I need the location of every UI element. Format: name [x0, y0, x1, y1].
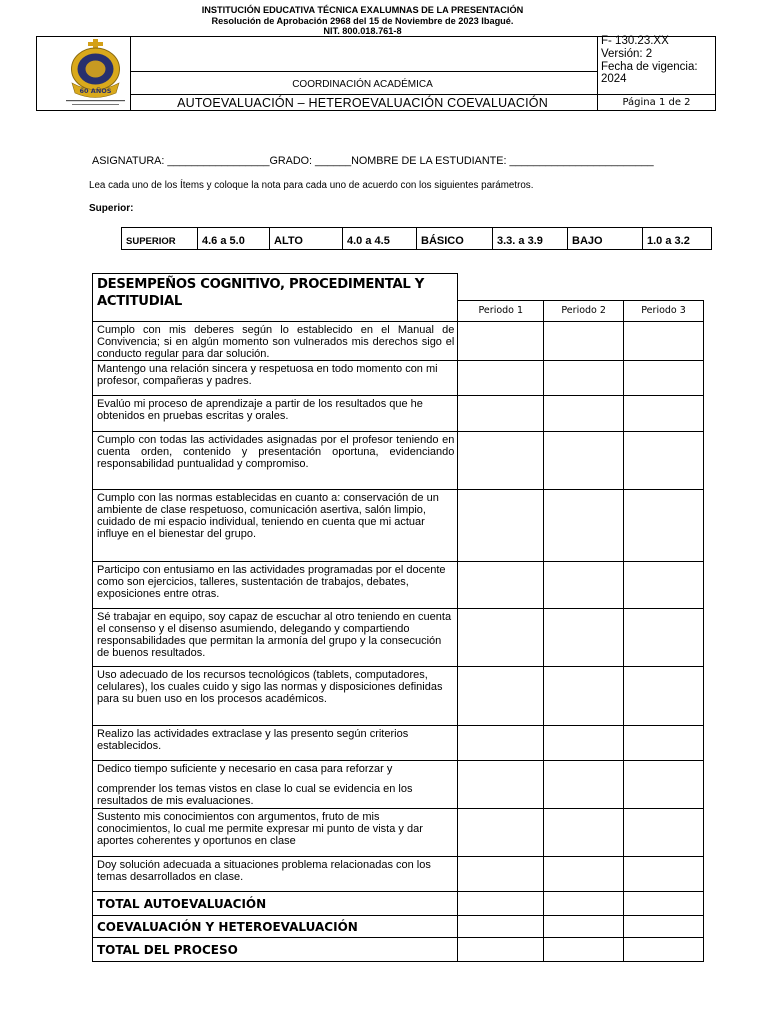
item-text: Cumplo con mis deberes según lo establecido en el Manual de Convivencia; si en algún momento son vulnerados mis derechos sigo el conducto regular para dar solución.: [93, 322, 458, 361]
total-row: [93, 938, 704, 962]
total-row: [93, 892, 704, 916]
scale-range-basico: 3.3. a 3.9: [493, 228, 568, 250]
table-row: [93, 490, 704, 562]
scale-level-superior: SUPERIOR: [122, 228, 198, 250]
table-row: [93, 857, 704, 892]
grade-cell[interactable]: [544, 667, 624, 726]
grade-cell[interactable]: [544, 609, 624, 667]
period-2-header: Periodo 2: [544, 301, 624, 322]
grade-cell[interactable]: [458, 562, 544, 609]
grade-cell[interactable]: [544, 892, 624, 916]
scale-level-alto: ALTO: [270, 228, 343, 250]
period-1-header: Periodo 1: [458, 301, 544, 322]
grade-cell[interactable]: [458, 667, 544, 726]
grade-cell[interactable]: [458, 892, 544, 916]
item-text: Evalúo mi proceso de aprendizaje a partir de los resultados que he obtenidos en pruebas escritas y orales.: [93, 396, 458, 432]
item-text: Sustento mis conocimientos con argumentos, fruto de mis conocimientos, lo cual me permite expresar mi punto de vista y dar aportes coherentes y oportunos en clase: [93, 809, 458, 857]
grade-cell[interactable]: [624, 857, 704, 892]
grade-cell[interactable]: [624, 432, 704, 490]
logo-lettering: 60 AÑOS: [79, 87, 112, 95]
item-text: Realizo las actividades extraclase y las presento según criterios establecidos.: [93, 726, 458, 761]
institution-block: [130, 5, 595, 37]
grade-cell[interactable]: [458, 761, 544, 809]
grade-cell[interactable]: [544, 322, 624, 361]
grade-cell[interactable]: [624, 361, 704, 396]
table-row: [93, 361, 704, 396]
superior-label: Superior:: [89, 203, 134, 214]
item-text: Cumplo con todas las actividades asignadas por el profesor teniendo en cuenta orden, contenido y presentación oportuna, evidenciando responsabilidad puntualidad y compromiso.: [93, 432, 458, 490]
total-proceso-label: TOTAL DEL PROCESO: [93, 938, 458, 962]
grade-cell[interactable]: [458, 361, 544, 396]
school-logo: [58, 38, 134, 110]
grade-cell[interactable]: [624, 916, 704, 938]
table-row: [93, 667, 704, 726]
grade-cell[interactable]: [624, 562, 704, 609]
scale-range-bajo: 1.0 a 3.2: [643, 228, 712, 250]
item-text: Doy solución adecuada a situaciones problema relacionadas con los temas desarrollados en clase.: [93, 857, 458, 892]
evaluation-table: [92, 273, 704, 962]
grade-cell[interactable]: [544, 857, 624, 892]
scale-level-basico: BÁSICO: [417, 228, 493, 250]
grade-cell[interactable]: [544, 726, 624, 761]
validity-label: Fecha de vigencia:: [601, 60, 698, 73]
document-version: Versión: 2: [601, 47, 653, 60]
grade-cell[interactable]: [544, 432, 624, 490]
grade-cell[interactable]: [458, 726, 544, 761]
grade-cell[interactable]: [624, 322, 704, 361]
grade-cell[interactable]: [544, 562, 624, 609]
nit-text: NIT. 800.018.761-8: [323, 26, 402, 37]
item-text: Participo con entusiamo en las actividades programadas por el docente como son ejercicios, talleres, sustentación de trabajos, debates, exposiciones entre otras.: [93, 562, 458, 609]
grade-cell[interactable]: [624, 490, 704, 562]
grade-cell[interactable]: [624, 609, 704, 667]
coevaluacion-label: COEVALUACIÓN Y HETEROEVALUACIÓN: [93, 916, 458, 938]
grade-cell[interactable]: [458, 809, 544, 857]
grade-cell[interactable]: [624, 396, 704, 432]
table-row: [93, 562, 704, 609]
scale-level-bajo: BAJO: [568, 228, 643, 250]
grading-scale-table: [121, 227, 712, 250]
grade-cell[interactable]: [624, 892, 704, 916]
total-autoevaluacion-label: TOTAL AUTOEVALUACIÓN: [93, 892, 458, 916]
grade-cell[interactable]: [544, 761, 624, 809]
table-row: [93, 761, 704, 809]
grade-cell[interactable]: [544, 490, 624, 562]
table-row: [93, 432, 704, 490]
total-row: [93, 916, 704, 938]
grade-cell[interactable]: [544, 361, 624, 396]
table-row: [93, 809, 704, 857]
grade-cell[interactable]: [544, 916, 624, 938]
item-text: Mantengo una relación sincera y respetuosa en todo momento con mi profesor, compañeras y padres.: [93, 361, 458, 396]
item-text-line-1: Dedico tiempo suficiente y necesario en casa para reforzar y: [97, 763, 393, 775]
grade-cell[interactable]: [458, 432, 544, 490]
scale-range-superior: 4.6 a 5.0: [198, 228, 270, 250]
grade-cell[interactable]: [544, 938, 624, 962]
grade-cell[interactable]: [624, 761, 704, 809]
instructions-text: Lea cada uno de los Ítems y coloque la nota para cada uno de acuerdo con los siguientes parámetros.: [89, 180, 534, 191]
table-row: [93, 609, 704, 667]
coordination-text: COORDINACIÓN ACADÉMICA: [292, 79, 433, 90]
grade-cell[interactable]: [624, 809, 704, 857]
grade-cell[interactable]: [458, 857, 544, 892]
grade-cell[interactable]: [544, 396, 624, 432]
grade-cell[interactable]: [458, 609, 544, 667]
grade-cell[interactable]: [458, 396, 544, 432]
table-row: [93, 322, 704, 361]
grade-cell[interactable]: [458, 916, 544, 938]
document-title: AUTOEVALUACIÓN – HETEROEVALUACIÓN COEVALUACIÓN: [177, 96, 548, 110]
period-3-header: Periodo 3: [624, 301, 704, 322]
grade-cell[interactable]: [544, 809, 624, 857]
item-text: Uso adecuado de los recursos tecnológicos (tablets, computadores, celulares), los cuales cuido y sigo las normas y disposiciones definidas para su buen uso en los procesos académicos.: [93, 667, 458, 726]
item-text: [93, 761, 458, 809]
resolution-text: Resolución de Aprobación 2968 del 15 de Noviembre de 2023 Ibagué.: [211, 15, 514, 26]
student-fields-line[interactable]: ASIGNATURA: _________________GRADO: ______NOMBRE DE LA ESTUDIANTE: ________________________: [92, 155, 654, 167]
grade-cell[interactable]: [624, 938, 704, 962]
document-code-block: [601, 35, 716, 86]
page-number: Página 1 de 2: [622, 97, 691, 108]
institution-name: INSTITUCIÓN EDUCATIVA TÉCNICA EXALUMNAS DE LA PRESENTACIÓN: [201, 5, 524, 15]
grade-cell[interactable]: [458, 322, 544, 361]
grade-cell[interactable]: [458, 490, 544, 562]
grade-cell[interactable]: [624, 667, 704, 726]
item-text: Sé trabajar en equipo, soy capaz de escuchar al otro teniendo en cuenta el consenso y el disenso asumiendo, delegando y compartiendo responsabilidades que permitan la armonía del grupo y la consecución de buenos resultados.: [93, 609, 458, 667]
grade-cell[interactable]: [458, 938, 544, 962]
document-code: F- 130.23.XX: [601, 35, 669, 47]
table-row: [93, 396, 704, 432]
table-title: DESEMPEÑOS COGNITIVO, PROCEDIMENTAL Y ACTITUDIAL: [93, 274, 458, 322]
item-text-line-2: comprender los temas vistos en clase lo cual se evidencia en los resultados de mis evaluaciones.: [97, 783, 413, 807]
validity-year: 2024: [601, 73, 627, 86]
table-row: [93, 726, 704, 761]
scale-range-alto: 4.0 a 4.5: [343, 228, 417, 250]
grade-cell[interactable]: [624, 726, 704, 761]
item-text: Cumplo con las normas establecidas en cuanto a: conservación de un ambiente de clase respetuoso, comunicación asertiva, salón limpio, cuidado de mi espacio individual, teniendo en cuenta que mi actuar influye en el bienestar del grupo.: [93, 490, 458, 562]
